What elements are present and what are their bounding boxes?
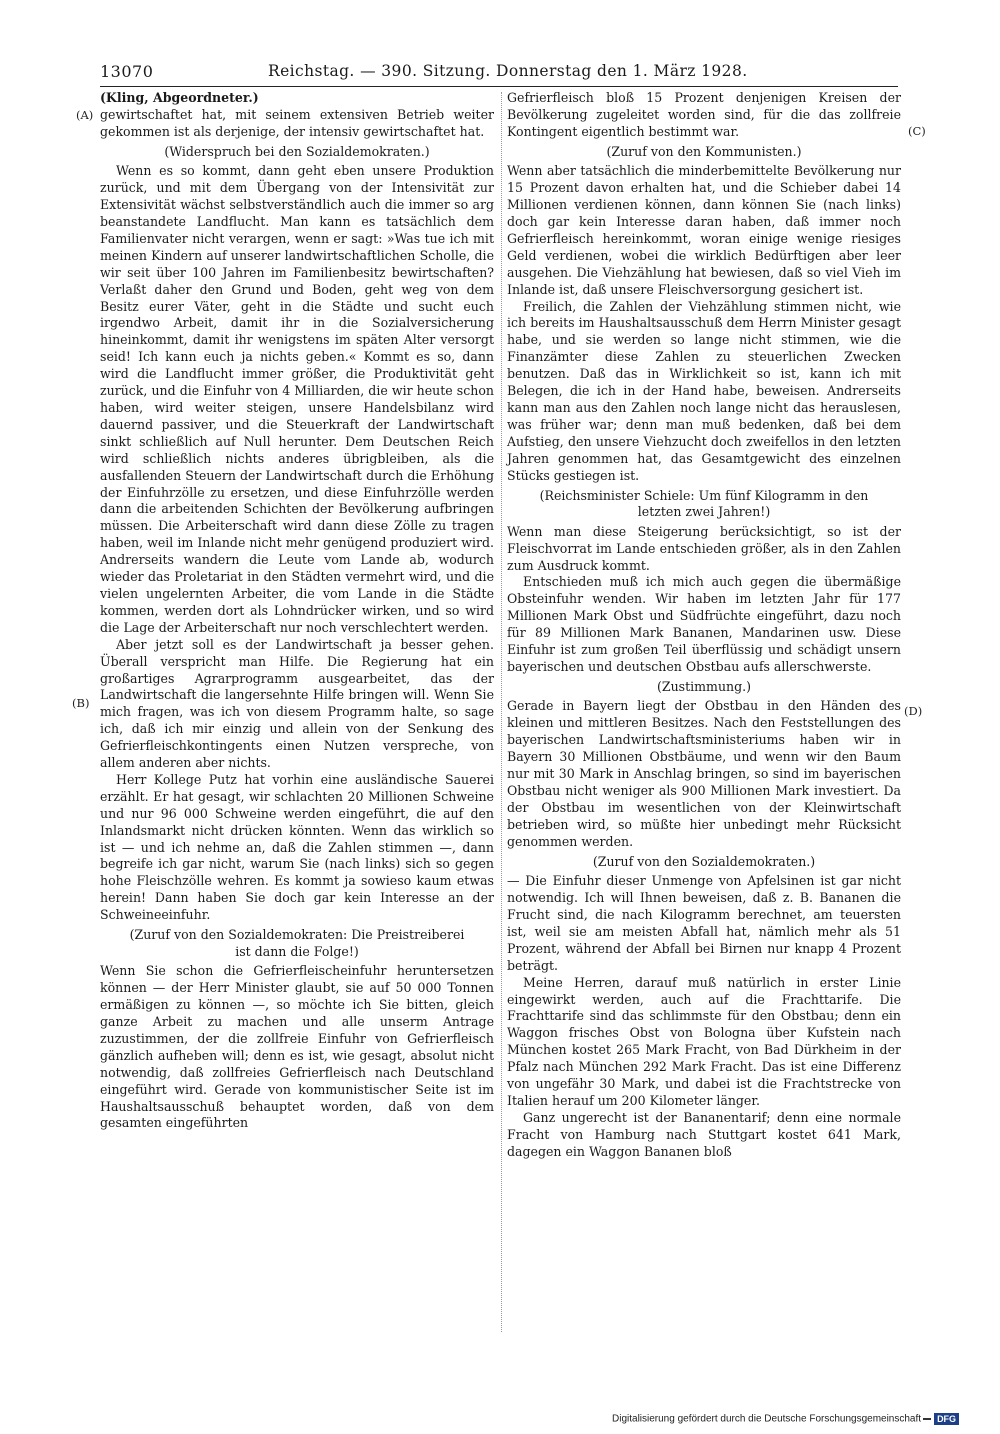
interjection: (Zuruf von den Sozialdemokraten: Die Preistreiberei ist dann die Folge!) bbox=[129, 927, 465, 959]
paragraph: Wenn Sie schon die Gefrierfleischeinfuhr heruntersetzen können — der Herr Minister glaubt, sie auf 50 000 Tonnen ermäßigen zu können —, so möchte ich Sie bitten, gleich ganze Arbeit zu machen und alle unserm Antrage zuzustimmen, der die zollfreie Einfuhr von Gefrierfleisch gänzlich aufheben will; denn es ist, wie gesagt, absolut nicht notwendig, daß zollfreies Gefrierfleisch nach Deutschland eingeführt wird. Gerade von kommunistischer Seite ist im Haushaltsausschuß behauptet worden, daß von dem gesamten eingeführten bbox=[100, 963, 494, 1131]
dfg-logo: DFG bbox=[934, 1413, 959, 1425]
margin-mark-d: (D) bbox=[904, 704, 923, 718]
page-number: 13070 bbox=[100, 62, 154, 81]
margin-mark-c: (C) bbox=[908, 124, 926, 138]
paragraph: Entschieden muß ich mich auch gegen die übermäßige Obsteinfuhr wenden. Wir haben im letzten Jahr für 177 Millionen Mark Obst und Südfrüchte eingeführt, dazu noch für 89 Millionen Mark Bananen, Mandarinen usw. Diese Einfuhr ist zum großen Teil überflüssig und schädigt unsern bayerischen und deutschen Obstbau aufs allerschwerste. bbox=[507, 574, 901, 674]
paragraph: Freilich, die Zahlen der Viehzählung stimmen nicht, wie ich bereits im Haushaltsausschuß dem Herrn Minister gesagt habe, und sie werden so lange nicht stimmen, wie die Finanzämter diese Zahlen zu steuerlichen Zwecken benutzen. Daß das in Wirklichkeit so ist, kann ich mit Belegen, die ich in der Hand habe, beweisen. Andrerseits kann man aus den Zahlen noch lange nicht das herauslesen, was früher war; denn man muß bedenken, daß bei dem Aufstieg, den unsere Viehzucht doch zweifellos in den letzten Jahren genommen hat, das Gesamtgewicht des einzelnen Stücks gestiegen ist. bbox=[507, 298, 901, 483]
margin-mark-a: (A) bbox=[76, 108, 94, 122]
footer-dash bbox=[923, 1418, 931, 1420]
interjection: (Zustimmung.) bbox=[656, 678, 752, 694]
paragraph: Wenn aber tatsächlich die minderbemittelte Bevölkerung nur 15 Prozent davon erhalten hat, und die Schieber dabei 14 Millionen verdienen können, dann können Sie (nach links) doch gar kein Interesse daran haben, daß immer noch Gefrierfleisch hereinkommt, woran einige wenige riesiges Geld verdienen, wobei die wirklich Bedürftigen aber leer ausgehen. Die Viehzählung hat bewiesen, daß so viel Vieh im Inlande ist, daß unsere Fleischversorgung gesichert ist. bbox=[507, 163, 901, 297]
speaker-label: (Kling, Abgeordneter.) bbox=[100, 90, 259, 105]
interjection: (Widerspruch bei den Sozialdemokraten.) bbox=[164, 143, 430, 159]
paragraph: Wenn es so kommt, dann geht eben unsere Produktion zurück, und mit dem Übergang von der Intensivität zur Extensivität wächst selbstverständlich auch die immer so arg beanstandete Landflucht. Man kann es tatsächlich dem Familienvater nicht verargen, wenn er sagt: »Was tue ich mit meinen Kindern auf unserer landwirtschaftlichen Scholle, die wir seit über 100 Jahren im Familienbesitz bewirtschaften? Verlaßt daher den Grund und Boden, geht weg von dem Besitz eurer Väter, geht in die Städte und sucht euch irgendwo Arbeit, damit ihr in die Sozialversicherung hineinkommt, damit ihr wenigstens im späten Alter versorgt seid! Ich kann euch ja nichts geben.« Kommt es so, dann wird die Landflucht immer größer, die Produktivität geht zurück, und die Einfuhr von 4 Milliarden, die wir heute schon haben, wird weiter steigen, unsere Handelsbilanz wird dauernd passiver, und die Steuerkraft der Landwirtschaft sinkt schließlich auf Null herunter. Dem Deutschen Reich wird schließlich nichts anderes übrigbleiben, als die ausfallenden Steuern der Landwirtschaft durch die Erhöhung der Einfuhrzölle zu ersetzen, und diese Einfuhrzölle werden dann die arbeitenden Schichten der Bevölkerung aufbringen müssen. Die Arbeiterschaft wird dann diese Zölle zu tragen haben, weil im Inlande nicht mehr genügend produziert wird. Andrerseits wandern die Leute vom Lande ab, wodurch wieder das Proletariat in den Städten vermehrt wird, und die vielen ungelernten Arbeiter, die vom Lande in die Städte kommen, werden dort als Lohndrücker wirken, und so wird die Lage der Arbeiterschaft nur noch verschlechtert werden. bbox=[100, 163, 494, 635]
paragraph: gewirtschaftet hat, mit seinem extensiven Betrieb weiter gekommen ist als derjenige, der intensiv gewirtschaftet hat. bbox=[100, 106, 494, 139]
footer bbox=[612, 1413, 984, 1429]
paragraph: Ganz ungerecht ist der Bananentarif; denn eine normale Fracht von Hamburg nach Stuttgart kostet 641 Mark, dagegen ein Waggon Bananen bloß bbox=[507, 1109, 901, 1159]
paragraph: Gerade in Bayern liegt der Obstbau in den Händen des kleinen und mittleren Besitzes. Nach den Feststellungen des bayerischen Landwirtschaftsministeriums haben wir in Bayern 30 Millionen Obstbäume, und wenn wir den Baum nur mit 30 Mark in Anschlag bringen, so sind im bayerischen Obstbau nicht weniger als 900 Millionen Mark investiert. Da der Obstbau im wesentlichen von der Kleinwirtschaft betrieben wird, so müßte hier unbedingt mehr Rücksicht genommen werden. bbox=[507, 698, 901, 849]
left-column bbox=[100, 90, 494, 1132]
column-divider bbox=[501, 92, 502, 1332]
paragraph: Wenn man diese Steigerung berücksichtigt, so ist der Fleischvorrat im Lande entschieden größer, als in den Zahlen zum Ausdruck kommt. bbox=[507, 523, 901, 573]
right-column bbox=[507, 90, 901, 1161]
paragraph: Meine Herren, darauf muß natürlich in erster Linie eingewirkt werden, auch auf die Frachttarife. Die Frachttarife sind das schlimmste für den Obstbau; denn ein Waggon frisches Obst von Bologna über Kufstein nach München kostet 265 Mark Fracht, von Bad Dürkheim in der Pfalz nach München 292 Mark Fracht. Das ist eine Differenz von ungefähr 30 Mark, und dabei ist die Frachtstrecke von Italien herauf um 200 Kilometer länger. bbox=[507, 974, 901, 1108]
paragraph: Gefrierfleisch bloß 15 Prozent denjenigen Kreisen der Bevölkerung zugeleitet worden sind, für die das zollfreie Kontingent eigentlich bestimmt war. bbox=[507, 90, 901, 139]
margin-mark-b: (B) bbox=[72, 696, 90, 710]
paragraph: Aber jetzt soll es der Landwirtschaft ja besser gehen. Überall verspricht man Hilfe. Die Regierung hat ein großartiges Agrarprogramm ausgearbeitet, das der Landwirtschaft die langersehnte Hilfe bringen will. Wenn Sie mich fragen, was ich von diesem Programm halte, so sage ich, daß ich mir einzig und allein von der Senkung des Gefrierfleischkontingents einen Nutzen verspreche, von allem anderen aber nichts. bbox=[100, 636, 494, 771]
interjection: (Zuruf von den Sozialdemokraten.) bbox=[592, 853, 816, 869]
interjection: (Reichsminister Schiele: Um fünf Kilogramm in den letzten zwei Jahren!) bbox=[539, 487, 869, 520]
footer-credit: Digitalisierung gefördert durch die Deutsche Forschungsgemeinschaft bbox=[612, 1413, 922, 1425]
interjection: (Zuruf von den Kommunisten.) bbox=[606, 143, 802, 159]
paragraph: Herr Kollege Putz hat vorhin eine ausländische Sauerei erzählt. Er hat gesagt, wir schlachten 20 Millionen Schweine und nur 96 000 Schweine werden eingeführt, die auf den Inlandsmarkt nicht drücken könnten. Wenn das wirklich so ist — und ich nehme an, daß die Zahlen stimmen —, dann begreife ich gar nicht, warum Sie (nach links) sich so gegen hohe Fleischzölle wehren. Es kommt ja sowieso kaum etwas herein! Dann haben Sie doch gar kein Interesse an der Schweineeinfuhr. bbox=[100, 771, 494, 923]
page-header bbox=[100, 60, 898, 87]
paragraph: — Die Einfuhr dieser Unmenge von Apfelsinen ist gar nicht notwendig. Ich will Ihnen beweisen, daß z. B. Bananen die Frucht sind, die nach Kilogramm berechnet, am teuersten ist, weil sie am meisten Abfall hat, nämlich mehr als 51 Prozent, während der Abfall bei Birnen nur knapp 4 Prozent beträgt. bbox=[507, 873, 901, 973]
running-title: Reichstag. — 390. Sitzung. Donnerstag den 1. März 1928. bbox=[268, 62, 748, 80]
